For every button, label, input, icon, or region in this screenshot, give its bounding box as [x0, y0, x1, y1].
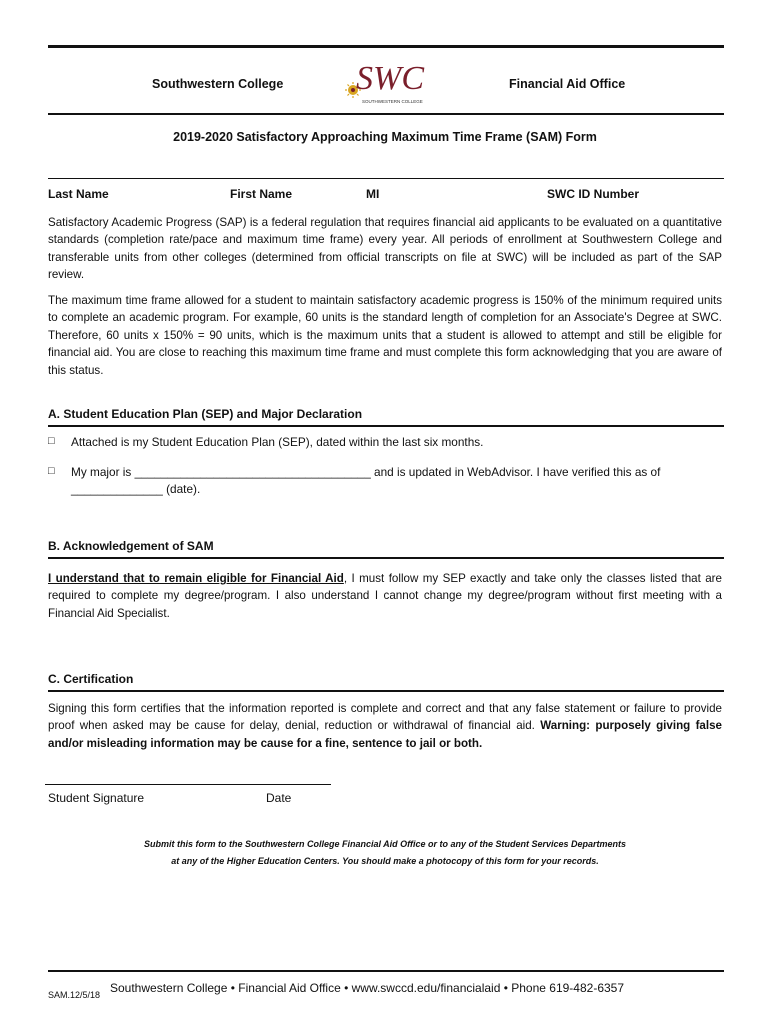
section-a-rule — [48, 425, 724, 427]
submit-note-line-1: Submit this form to the Southwestern College Financial Aid Office or to any of the Student Services Departments — [143, 839, 627, 849]
header-college: Southwestern College — [152, 77, 284, 91]
section-a-heading: A. Student Education Plan (SEP) and Major Declaration — [48, 407, 363, 421]
signature-line[interactable] — [45, 784, 331, 785]
sep-attached-text: Attached is my Student Education Plan (SEP), dated within the last six months. — [71, 435, 484, 449]
certification-warning: Warning: purposely giving false and/or misleading information may be cause for a fine, sentence to jail or both. — [48, 719, 722, 750]
swc-id-label: SWC ID Number — [547, 187, 640, 201]
top-rule — [48, 45, 724, 48]
footer-contact: Southwestern College • Financial Aid Office • www.swccd.edu/financialaid • Phone 619-482-6357 — [110, 981, 625, 995]
last-name-label: Last Name — [48, 187, 109, 201]
logo-mark: SWC — [356, 60, 424, 97]
section-c-heading: C. Certification — [48, 672, 134, 686]
intro-paragraph-2: The maximum time frame allowed for a student to maintain satisfactory academic progress is 150% of the minimum required units to complete an academic program. For example, 60 units is the standard length of completion for an Associate's Degree at SWC. Therefore, 60 units x 150% = 90 units, which is the maximum units that a student is allowed to attempt and still be eligible for financial aid. You are close to reaching this maximum time frame and must complete this form acknowledging that you are aware of this status. — [48, 294, 722, 377]
acknowledgement-rest: , I must follow my SEP exactly and take only the classes listed that are required to complete my degree/program. I also understand I cannot change my degree/program without first meeting with a Financial Aid Specialist. — [48, 572, 722, 620]
submit-note-line-2: at any of the Higher Education Centers. You should make a photocopy of this form for your records. — [171, 856, 599, 866]
major-line-2: ______________ (date). — [71, 482, 201, 496]
title-rule — [48, 178, 724, 179]
intro-paragraph-1: Satisfactory Academic Progress (SAP) is a federal regulation that requires financial aid applicants to be evaluated on a quantitative standards (completion rate/pace and maximum time frame) every year. All periods of enrollment at Southwestern College and transferable units from other colleges (determined from official transcripts on file at SWC) will be included as part of the SAP review. — [48, 216, 722, 282]
form-code: SAM.12/5/18 — [48, 990, 101, 1000]
header-rule — [48, 113, 724, 115]
acknowledgement-text — [48, 570, 722, 622]
section-b-rule — [48, 557, 724, 559]
certification-text — [48, 700, 722, 752]
swc-logo — [340, 55, 430, 105]
logo-subtext: SOUTHWESTERN COLLEGE — [362, 99, 423, 104]
acknowledgement-emphasis: I understand that to remain eligible for Financial Aid — [48, 572, 344, 585]
mi-label: MI — [366, 187, 380, 201]
checkbox-sep[interactable]: □ — [48, 435, 55, 447]
date-label: Date — [266, 791, 292, 805]
first-name-label: First Name — [230, 187, 293, 201]
certification-body: Signing this form certifies that the information reported is complete and correct and that any false statement or failure to provide proof when asked may be cause for delay, denial, reduction or withdrawal of financial aid. — [48, 702, 722, 733]
submit-note — [48, 836, 722, 870]
header-office: Financial Aid Office — [509, 77, 626, 91]
section-b-heading: B. Acknowledgement of SAM — [48, 539, 214, 553]
section-c-rule — [48, 690, 724, 692]
form-title: 2019-2020 Satisfactory Approaching Maximum Time Frame (SAM) Form — [173, 130, 597, 144]
footer-rule — [48, 970, 724, 972]
major-line-1: My major is ____________________________________ and is updated in WebAdvisor. I have verified this as of — [71, 465, 661, 479]
student-signature-label: Student Signature — [48, 791, 145, 805]
checkbox-major[interactable]: □ — [48, 465, 55, 477]
